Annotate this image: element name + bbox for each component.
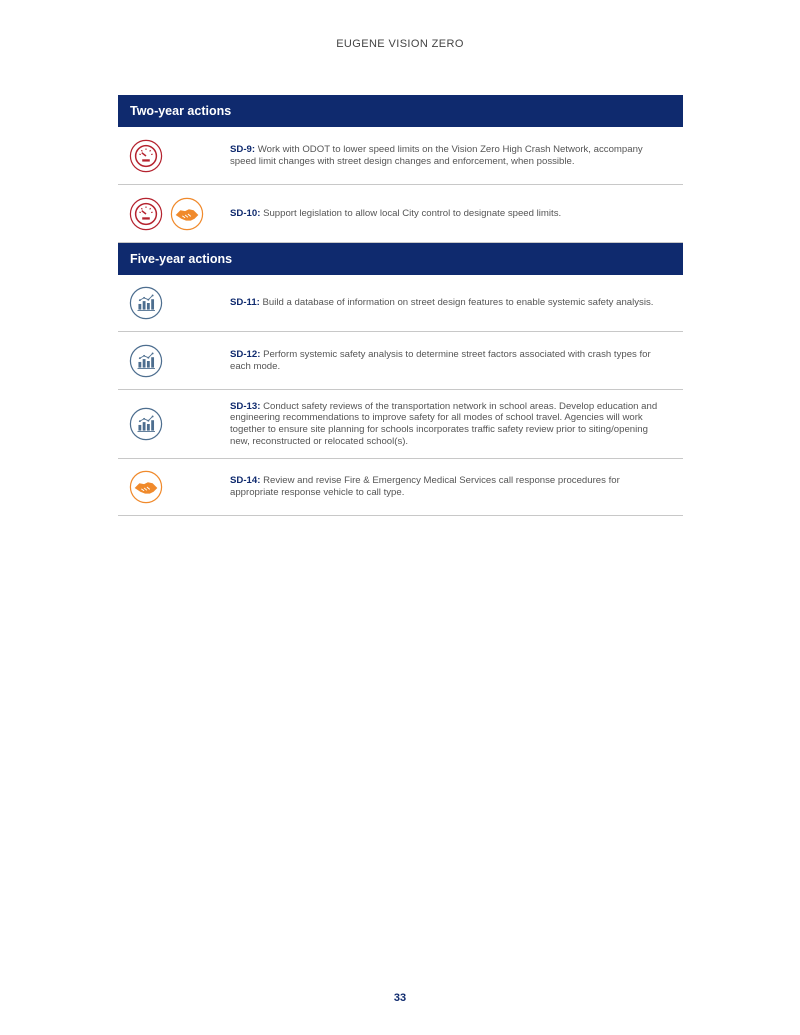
action-code: SD-12: (230, 348, 261, 360)
action-description: Support legislation to allow local City control to designate speed limits. (263, 207, 562, 219)
action-description: Build a database of information on street design features to enable systemic safety analysis. (262, 297, 654, 309)
action-icons (118, 344, 230, 378)
action-description: Conduct safety reviews of the transportation network in school areas. Develop education and engineering recommendations to improve safety for all modes of school travel. Agencies will work together to ensure site planning for schools incorporates traffic safety review prior to siting/opening new, reconstructed or relocated school(s). (230, 400, 658, 447)
action-text (230, 297, 683, 309)
section-header-five-year: Five-year actions (118, 243, 683, 275)
page-number: 33 (393, 992, 407, 1004)
section-header-two-year: Two-year actions (118, 95, 683, 127)
action-text (230, 475, 683, 498)
action-code: SD-9: (230, 143, 256, 155)
action-text (230, 401, 683, 447)
action-icons (118, 286, 230, 320)
speedometer-icon (129, 197, 163, 231)
action-icons (118, 470, 230, 504)
action-code: SD-10: (230, 207, 261, 219)
action-row-sd-14 (118, 459, 683, 516)
action-code: SD-13: (230, 400, 261, 412)
speedometer-icon (129, 139, 163, 173)
action-code: SD-14: (230, 475, 261, 487)
action-row-sd-10 (118, 185, 683, 243)
action-icons (118, 197, 230, 231)
action-text (230, 208, 683, 220)
handshake-icon (170, 197, 204, 231)
action-description: Work with ODOT to lower speed limits on the Vision Zero High Crash Network, accompany speed limit changes with street design changes and enforcement, when possible. (230, 143, 643, 167)
actions-table (118, 95, 683, 516)
action-row-sd-9 (118, 127, 683, 185)
data-chart-icon (129, 286, 163, 320)
action-text (230, 349, 683, 372)
action-description: Perform systemic safety analysis to determine street factors associated with crash types for each mode. (230, 348, 651, 372)
action-text (230, 144, 683, 167)
handshake-icon (129, 470, 163, 504)
data-chart-icon (129, 344, 163, 378)
action-row-sd-13 (118, 390, 683, 459)
action-row-sd-12 (118, 332, 683, 390)
action-icons (118, 139, 230, 173)
action-row-sd-11 (118, 275, 683, 332)
action-code: SD-11: (230, 297, 260, 309)
running-header: EUGENE VISION ZERO (336, 38, 464, 50)
action-icons (118, 407, 230, 441)
data-chart-icon (129, 407, 163, 441)
action-description: Review and revise Fire & Emergency Medical Services call response procedures for appropriate response vehicle to call type. (230, 475, 620, 498)
